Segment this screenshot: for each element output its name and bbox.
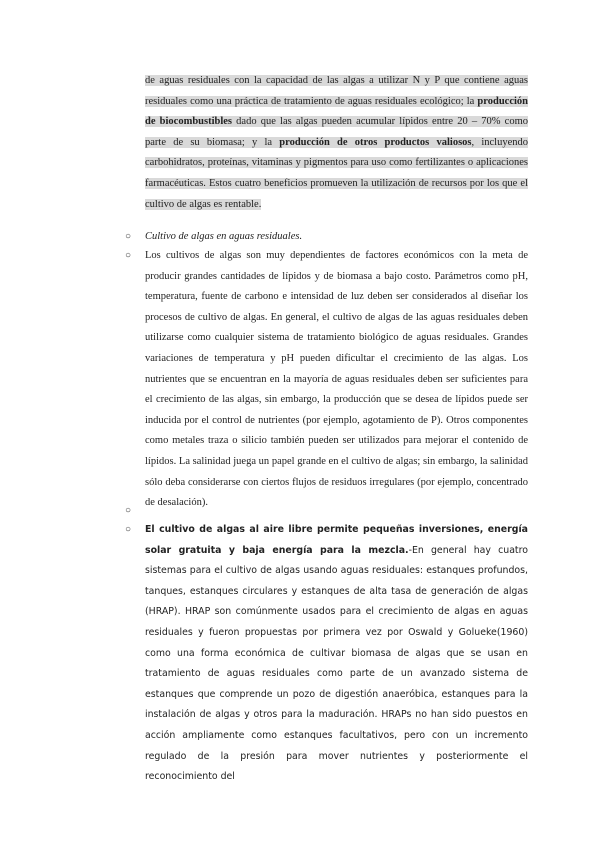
intro-text-3: , incluyendo carbohidratos, proteínas, vitaminas y pigmentos para uso como fertilizantes o aplicaciones farmacéuticas. Estos cuatro beneficios promueven la utilización de recursos por los que el cultivo de algas es rentable. [145, 136, 528, 210]
intro-text-1: de aguas residuales con la capacidad de las algas a utilizar N y P que contiene aguas residuales como una práctica de tratamiento de aguas residuales ecológico; la [145, 75, 528, 107]
bullet-icon: ○ [125, 524, 132, 535]
valuable-products-emphasis: producción de otros productos valiosos [279, 136, 472, 148]
highlighted-text [145, 75, 528, 210]
body-paragraph-2 [145, 520, 528, 788]
body2-text: -En general hay cuatro sistemas para el cultivo de algas usando aguas residuales: estanques profundos, tanques, estanques circulares y estanques de alta tasa de generación de algas (HRAP). HRAP son comúnmente usados para el crecimiento de algas en aguas residuales y fueron propuestas por primera vez por Oswald y Golueke(1960) como una forma económica de cultivar biomasa de algas que se usan en tratamiento de aguas residuales como parte de un avanzado sistema de estanques que comprende un pozo de digestión anaeróbica, estanques para la instalación de algas y otros para la maduración. HRAPs no han sido puestos en acción ampliamente como estanques facultativos, pero con un incremento regulado de la presión para mover nutrientes y posteriormente el reconocimiento del [145, 544, 528, 783]
biofuel-emphasis: producción de biocombustibles [145, 95, 528, 128]
empty-bullet-icon: ○ [125, 505, 132, 516]
body2-lead: El cultivo de algas al aire libre permite pequeñas inversiones, energía solar gratuita y baja energía para la mezcla. [145, 524, 528, 556]
body-paragraph-1: Los cultivos de algas son muy dependientes de factores económicos con la meta de producir grandes cantidades de lípidos y de biomasa a bajo costo. Parámetros como pH, temperatura, fuente de carbono e intensidad de luz deben ser considerados al diseñar los procesos de cultivo de algas. En general, el cultivo de algas de las aguas residuales deben utilizarse como cualquier sistema de tratamiento biológico de aguas residuales. Grandes variaciones de temperatura y pH pueden dificultar el crecimiento de las algas. Los nutrientes que se encuentran en la mayoría de aguas residuales deben ser suficientes para el crecimiento de las algas, sin embargo, la producción que se desea de lípidos puede ser inducida por el control de nutrientes (por ejemplo, agotamiento de P). Otros componentes como metales traza o silicio también pueden ser utilizados para mejorar el contenido de lípidos. La salinidad juega un papel grande en el cultivo de algas; sin embargo, la salinidad sólo deba considerarse con ciertos flujos de residuos irregulares (por ejemplo, concentrado de desalación). [145, 250, 528, 509]
bullet-icon: ○ [125, 250, 132, 261]
intro-paragraph [145, 71, 528, 215]
section-heading: Cultivo de algas en aguas residuales. [145, 231, 303, 242]
intro-text-2: dado que las algas pueden acumular lípidos entre 20 – 70% como parte de su biomasa; y la [145, 116, 528, 148]
bullet-icon: ○ [125, 231, 132, 242]
